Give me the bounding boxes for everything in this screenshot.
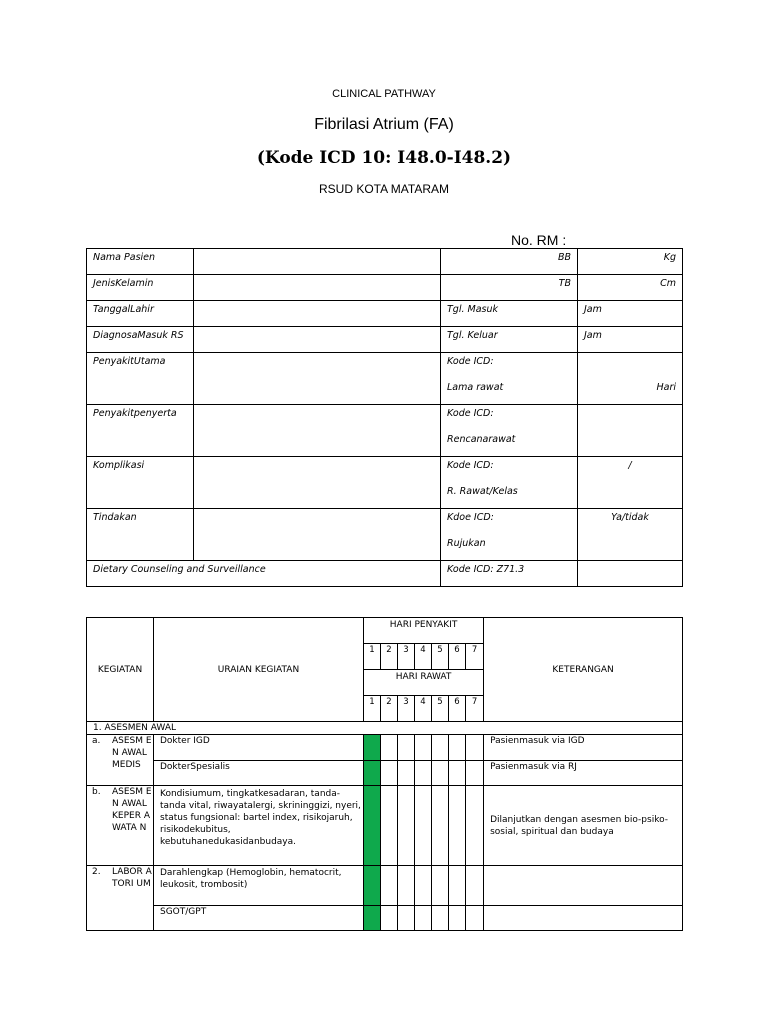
admission-diagnosis-field[interactable]	[194, 327, 441, 353]
day-checkbox[interactable]	[466, 906, 484, 931]
comorbidity-icd-cell	[441, 405, 578, 457]
gender-field[interactable]	[194, 275, 441, 301]
care-plan-field[interactable]	[578, 405, 683, 457]
height-label: TB	[441, 275, 578, 301]
day-checkbox[interactable]	[381, 866, 398, 906]
day-checkbox[interactable]	[364, 735, 381, 761]
dietary-icd-code: Kode ICD: Z71.3	[441, 561, 578, 587]
diagnosis-title: Fibrilasi Atrium (FA)	[314, 116, 454, 133]
laboratory-label: LABOR ATORI UM	[112, 867, 152, 889]
weight-unit: Kg	[578, 249, 683, 275]
day-number: 1	[364, 644, 381, 670]
day-checkbox[interactable]	[364, 761, 381, 786]
day-checkbox[interactable]	[415, 786, 432, 866]
day-checkbox[interactable]	[466, 761, 484, 786]
day-number: 2	[381, 644, 398, 670]
day-number: 1	[364, 696, 381, 722]
day-number: 7	[466, 696, 484, 722]
length-of-stay-label: Lama rawat	[447, 382, 504, 393]
birth-date-label: TanggalLahir	[87, 301, 194, 327]
day-checkbox[interactable]	[432, 906, 449, 931]
day-checkbox[interactable]	[415, 761, 432, 786]
comorbidity-field[interactable]	[194, 405, 441, 457]
procedure-icd-cell	[441, 509, 578, 561]
complication-field[interactable]	[194, 457, 441, 509]
day-checkbox[interactable]	[466, 866, 484, 906]
medical-record-number-label: No. RM :	[511, 232, 567, 248]
procedure-label: Tindakan	[87, 509, 194, 561]
day-number: 5	[432, 696, 449, 722]
gender-label: JenisKelamin	[87, 275, 194, 301]
day-checkbox[interactable]	[432, 735, 449, 761]
discharge-date-label: Tgl. Keluar	[441, 327, 578, 353]
day-checkbox[interactable]	[398, 735, 415, 761]
day-checkbox[interactable]	[432, 866, 449, 906]
day-checkbox[interactable]	[449, 761, 466, 786]
day-checkbox[interactable]	[364, 906, 381, 931]
nursing-assessment-label: ASESM EN AWAL KEPER AWATA N	[112, 787, 152, 833]
day-checkbox[interactable]	[466, 735, 484, 761]
day-checkbox[interactable]	[449, 866, 466, 906]
day-checkbox[interactable]	[381, 786, 398, 866]
admission-diagnosis-label: DiagnosaMasuk RS	[87, 327, 194, 353]
activity-header: KEGIATAN	[87, 618, 154, 722]
icd-code-label: Kode ICD:	[447, 408, 494, 419]
days-unit: Hari	[656, 382, 676, 393]
section-initial-assessment: 1. ASESMEN AWAL	[87, 722, 683, 735]
day-checkbox[interactable]	[398, 761, 415, 786]
day-checkbox[interactable]	[381, 906, 398, 931]
admission-time-label: Jam	[578, 301, 683, 327]
icd-code-label: Kdoe ICD:	[447, 512, 494, 523]
item-letter: b.	[92, 787, 101, 797]
day-number: 4	[415, 644, 432, 670]
yes-no-label: Ya/tidak	[611, 512, 649, 523]
day-number: 5	[432, 644, 449, 670]
item-number: 2.	[92, 867, 101, 877]
main-disease-icd-cell	[441, 353, 578, 405]
day-checkbox[interactable]	[415, 906, 432, 931]
specialist-note: Pasienmasuk via RJ	[484, 761, 683, 786]
patient-info-table	[86, 248, 683, 587]
day-number: 3	[398, 644, 415, 670]
discharge-time-label: Jam	[578, 327, 683, 353]
nursing-assessment-cell	[87, 786, 154, 866]
day-checkbox[interactable]	[449, 735, 466, 761]
sgot-sgpt-activity: SGOT/GPT	[154, 906, 364, 931]
referral-label: Rujukan	[447, 538, 486, 549]
complication-label: Komplikasi	[87, 457, 194, 509]
notes-header: KETERANGAN	[484, 618, 683, 722]
item-letter: a.	[92, 736, 101, 746]
doc-type-heading: CLINICAL PATHWAY	[332, 88, 436, 100]
day-number: 3	[398, 696, 415, 722]
laboratory-cell	[87, 866, 154, 931]
nursing-assessment-activity: Kondisiumum, tingkatkesadaran, tanda-tanda vital, riwayatalergi, skrininggizi, nyeri, status fungsional: bartel index, risikojaruh, risikodekubitus, kebutuhanedukasidanbudaya.	[154, 786, 364, 866]
admission-date-label: Tgl. Masuk	[441, 301, 578, 327]
sgot-sgpt-note[interactable]	[484, 906, 683, 931]
room-class-label: R. Rawat/Kelas	[447, 486, 518, 497]
day-checkbox[interactable]	[432, 761, 449, 786]
day-checkbox[interactable]	[364, 866, 381, 906]
complication-icd-cell	[441, 457, 578, 509]
day-checkbox[interactable]	[398, 906, 415, 931]
dietary-counseling-label: Dietary Counseling and Surveillance	[87, 561, 441, 587]
yes-no-field[interactable]	[578, 509, 683, 561]
activity-description-header: URAIAN KEGIATAN	[154, 618, 364, 722]
days-unit-cell	[578, 353, 683, 405]
day-checkbox[interactable]	[415, 866, 432, 906]
blood-count-activity: Darahlengkap (Hemoglobin, hematocrit, leukosit, trombosit)	[154, 866, 364, 906]
birth-date-field[interactable]	[194, 301, 441, 327]
day-checkbox[interactable]	[381, 735, 398, 761]
height-unit: Cm	[578, 275, 683, 301]
specialist-activity: DokterSpesialis	[154, 761, 364, 786]
medical-assessment-cell	[87, 735, 154, 786]
weight-label: BB	[441, 249, 578, 275]
day-checkbox[interactable]	[398, 786, 415, 866]
hospital-name: RSUD KOTA MATARAM	[318, 182, 449, 196]
pathway-table	[86, 617, 683, 931]
er-doctor-activity: Dokter IGD	[154, 735, 364, 761]
medical-assessment-label: ASESM EN AWAL MEDIS	[112, 736, 152, 770]
care-plan-label: Rencanarawat	[447, 434, 516, 445]
day-checkbox[interactable]	[381, 761, 398, 786]
icd-code-label: Kode ICD:	[447, 356, 494, 367]
slash-separator: /	[628, 460, 632, 471]
day-number: 6	[449, 696, 466, 722]
main-disease-field[interactable]	[194, 353, 441, 405]
day-checkbox[interactable]	[415, 735, 432, 761]
blood-count-note[interactable]	[484, 866, 683, 906]
nursing-assessment-note: Dilanjutkan dengan asesmen bio-psiko-sosial, spiritual dan budaya	[484, 786, 683, 866]
day-checkbox[interactable]	[466, 786, 484, 866]
day-number: 4	[415, 696, 432, 722]
day-number: 6	[449, 644, 466, 670]
procedure-field[interactable]	[194, 509, 441, 561]
day-checkbox[interactable]	[398, 866, 415, 906]
day-checkbox[interactable]	[449, 786, 466, 866]
day-number: 7	[466, 644, 484, 670]
care-day-header: HARI RAWAT	[364, 670, 484, 696]
illness-day-header: HARI PENYAKIT	[364, 618, 484, 644]
day-checkbox[interactable]	[364, 786, 381, 866]
patient-name-label: Nama Pasien	[87, 249, 194, 275]
er-doctor-note: Pasienmasuk via IGD	[484, 735, 683, 761]
comorbidity-label: Penyakitpenyerta	[87, 405, 194, 457]
day-checkbox[interactable]	[432, 786, 449, 866]
icd-code-heading: (Kode ICD 10: I48.0-I48.2)	[256, 148, 512, 168]
room-class-field[interactable]	[578, 457, 683, 509]
day-number: 2	[381, 696, 398, 722]
main-disease-label: PenyakitUtama	[87, 353, 194, 405]
patient-name-field[interactable]	[194, 249, 441, 275]
day-checkbox[interactable]	[449, 906, 466, 931]
dietary-field[interactable]	[578, 561, 683, 587]
icd-code-label: Kode ICD:	[447, 460, 494, 471]
